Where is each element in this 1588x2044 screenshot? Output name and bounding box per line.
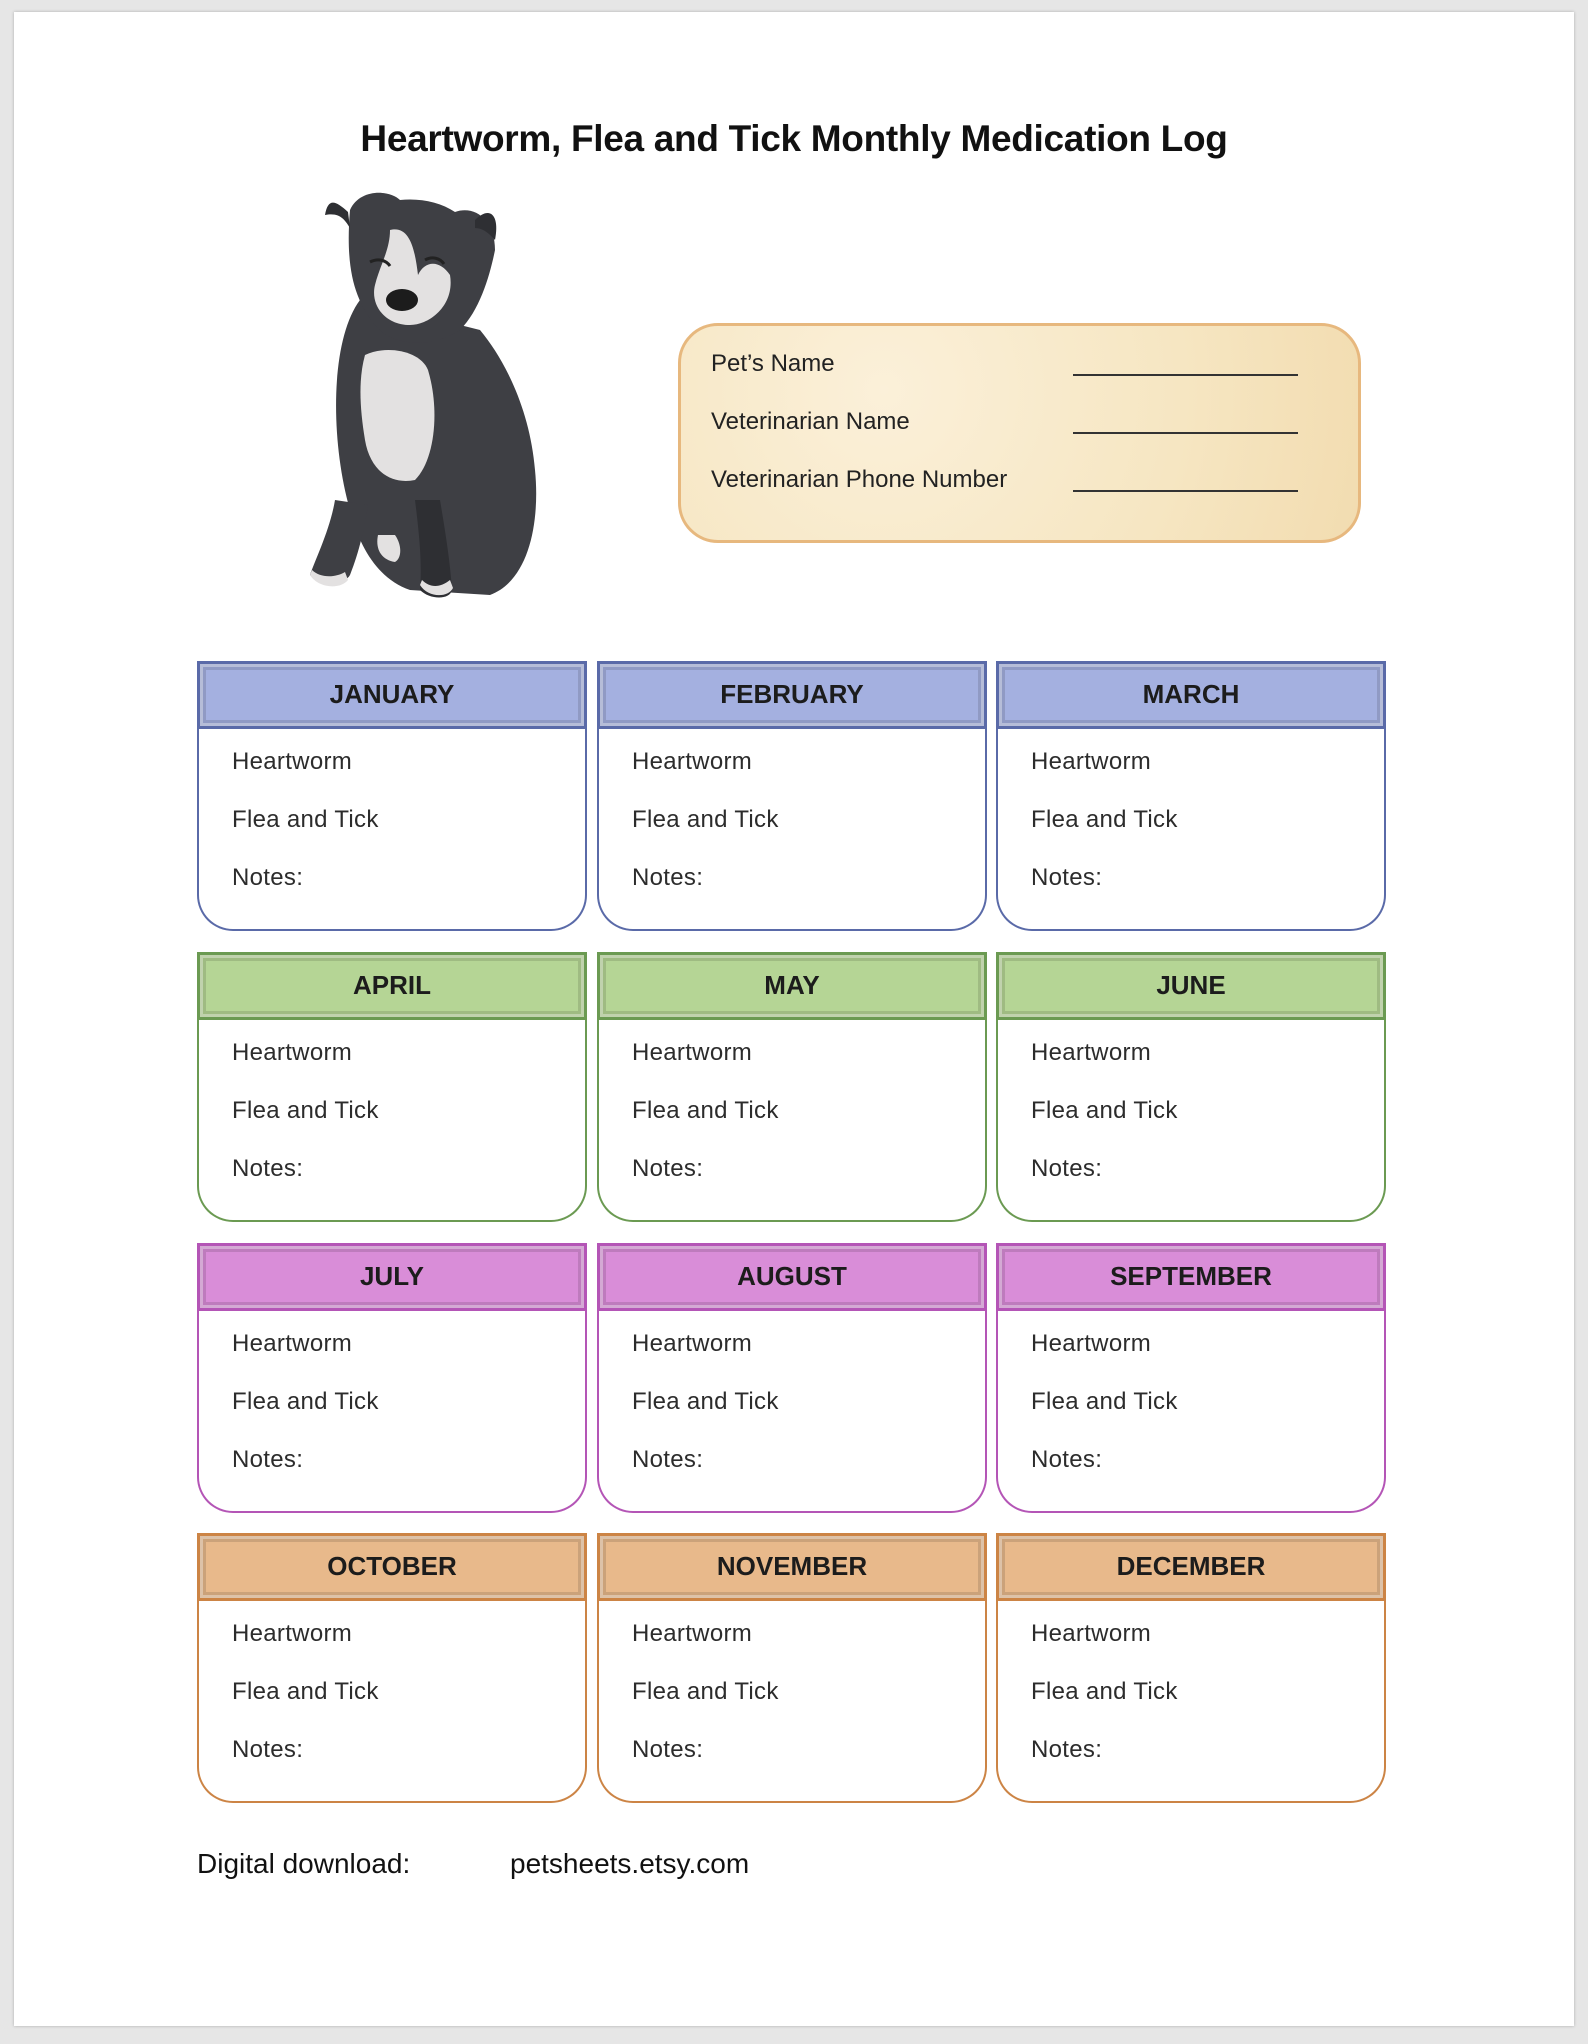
flea-tick-label: Flea and Tick (232, 806, 379, 833)
month-card-november (597, 1533, 987, 1803)
month-header: JANUARY (197, 661, 587, 729)
heartworm-label: Heartworm (1031, 1620, 1152, 1647)
month-header: MARCH (996, 661, 1386, 729)
month-card-december (996, 1533, 1386, 1803)
notes-label: Notes: (1031, 1736, 1103, 1763)
month-card-july (197, 1243, 587, 1513)
vet-phone-field[interactable] (711, 460, 1298, 500)
heartworm-label: Heartworm (232, 1330, 353, 1357)
page-title: Heartworm, Flea and Tick Monthly Medication Log (360, 118, 1228, 159)
heartworm-label: Heartworm (632, 1330, 753, 1357)
month-card-february (597, 661, 987, 931)
heartworm-label: Heartworm (1031, 1039, 1152, 1066)
pet-info-box (678, 323, 1361, 543)
month-header: AUGUST (597, 1243, 987, 1311)
notes-label: Notes: (1031, 1446, 1103, 1473)
pet-name-line[interactable] (1073, 374, 1298, 376)
flea-tick-label: Flea and Tick (632, 1388, 779, 1415)
flea-tick-label: Flea and Tick (1031, 1678, 1178, 1705)
notes-label: Notes: (632, 864, 704, 891)
dog-illustration (290, 180, 550, 610)
pet-name-field[interactable] (711, 344, 1298, 384)
flea-tick-label: Flea and Tick (1031, 806, 1178, 833)
vet-name-field[interactable] (711, 402, 1298, 442)
month-card-august (597, 1243, 987, 1513)
heartworm-label: Heartworm (632, 748, 753, 775)
month-card-march (996, 661, 1386, 931)
notes-label: Notes: (632, 1155, 704, 1182)
month-card-april (197, 952, 587, 1222)
month-header: OCTOBER (197, 1533, 587, 1601)
month-header: FEBRUARY (597, 661, 987, 729)
month-header: NOVEMBER (597, 1533, 987, 1601)
month-header: SEPTEMBER (996, 1243, 1386, 1311)
vet-name-line[interactable] (1073, 432, 1298, 434)
pet-name-label: Pet’s Name (711, 350, 835, 377)
heartworm-label: Heartworm (232, 1620, 353, 1647)
vet-phone-line[interactable] (1073, 490, 1298, 492)
month-card-january (197, 661, 587, 931)
notes-label: Notes: (1031, 864, 1103, 891)
month-header: APRIL (197, 952, 587, 1020)
heartworm-label: Heartworm (232, 748, 353, 775)
footer-label: Digital download: (197, 1848, 411, 1879)
month-card-june (996, 952, 1386, 1222)
notes-label: Notes: (232, 864, 304, 891)
notes-label: Notes: (232, 1446, 304, 1473)
month-card-october (197, 1533, 587, 1803)
footer-link[interactable]: petsheets.etsy.com (510, 1848, 750, 1879)
heartworm-label: Heartworm (1031, 748, 1152, 775)
month-header: JULY (197, 1243, 587, 1311)
flea-tick-label: Flea and Tick (232, 1388, 379, 1415)
notes-label: Notes: (632, 1736, 704, 1763)
month-header: JUNE (996, 952, 1386, 1020)
heartworm-label: Heartworm (1031, 1330, 1152, 1357)
flea-tick-label: Flea and Tick (632, 1097, 779, 1124)
flea-tick-label: Flea and Tick (232, 1097, 379, 1124)
flea-tick-label: Flea and Tick (232, 1678, 379, 1705)
heartworm-label: Heartworm (632, 1620, 753, 1647)
flea-tick-label: Flea and Tick (632, 806, 779, 833)
notes-label: Notes: (632, 1446, 704, 1473)
vet-name-label: Veterinarian Name (711, 408, 910, 435)
flea-tick-label: Flea and Tick (1031, 1388, 1178, 1415)
month-card-september (996, 1243, 1386, 1513)
vet-phone-label: Veterinarian Phone Number (711, 466, 1008, 493)
heartworm-label: Heartworm (232, 1039, 353, 1066)
month-card-may (597, 952, 987, 1222)
month-header: DECEMBER (996, 1533, 1386, 1601)
month-header: MAY (597, 952, 987, 1020)
notes-label: Notes: (232, 1155, 304, 1182)
flea-tick-label: Flea and Tick (632, 1678, 779, 1705)
notes-label: Notes: (1031, 1155, 1103, 1182)
notes-label: Notes: (232, 1736, 304, 1763)
heartworm-label: Heartworm (632, 1039, 753, 1066)
flea-tick-label: Flea and Tick (1031, 1097, 1178, 1124)
